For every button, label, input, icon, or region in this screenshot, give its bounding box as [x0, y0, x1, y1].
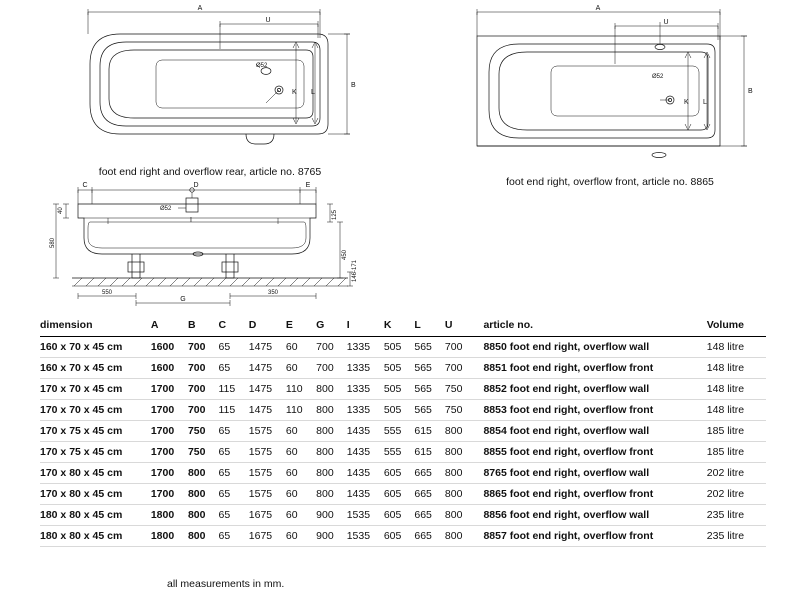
- cell-L: 665: [414, 505, 445, 526]
- table-row: [40, 442, 766, 463]
- cell-C: 115: [219, 400, 249, 421]
- cell-A: 1700: [151, 421, 188, 442]
- cell-L: 565: [414, 358, 445, 379]
- cell-A: 1600: [151, 337, 188, 358]
- cell-D: 1475: [249, 400, 286, 421]
- table-row: [40, 463, 766, 484]
- cell-K: 505: [384, 379, 415, 400]
- cell-K: 505: [384, 358, 415, 379]
- cell-D: 1575: [249, 463, 286, 484]
- label-B: B: [351, 82, 356, 89]
- cell-article: 8850 foot end right, overflow wall: [475, 337, 706, 358]
- label-C: C: [82, 182, 88, 189]
- cell-I: 1335: [347, 337, 384, 358]
- cell-I: 1335: [347, 400, 384, 421]
- label-A: A: [197, 5, 203, 12]
- cell-B: 700: [188, 379, 219, 400]
- cell-D: 1475: [249, 337, 286, 358]
- figure-top-left: [60, 4, 360, 178]
- cell-E: 60: [286, 484, 316, 505]
- cell-I: 1335: [347, 379, 384, 400]
- label-right-top: 125: [332, 209, 338, 220]
- cell-C: 65: [219, 421, 249, 442]
- cell-volume: 148 litre: [707, 400, 766, 421]
- label-L: L: [703, 99, 707, 106]
- cell-D: 1675: [249, 526, 286, 547]
- cell-U: 800: [445, 442, 476, 463]
- table-body: [40, 337, 766, 547]
- cell-E: 60: [286, 337, 316, 358]
- label-D: D: [193, 182, 199, 189]
- cell-I: 1435: [347, 463, 384, 484]
- cell-volume: 235 litre: [707, 526, 766, 547]
- label-L: L: [311, 89, 315, 96]
- cell-volume: 202 litre: [707, 463, 766, 484]
- cell-C: 65: [219, 484, 249, 505]
- cell-U: 750: [445, 400, 476, 421]
- label-foot-height: 146-171: [352, 259, 358, 282]
- cell-article: 8856 foot end right, overflow wall: [475, 505, 706, 526]
- cell-article: 8857 foot end right, overflow front: [475, 526, 706, 547]
- cell-article: 8855 foot end right, overflow front: [475, 442, 706, 463]
- cell-E: 60: [286, 526, 316, 547]
- cell-U: 700: [445, 337, 476, 358]
- cell-G: 900: [316, 526, 347, 547]
- label-foot-left: 550: [101, 290, 113, 296]
- cell-D: 1475: [249, 358, 286, 379]
- cell-K: 505: [384, 400, 415, 421]
- cell-C: 65: [219, 505, 249, 526]
- cell-A: 1800: [151, 526, 188, 547]
- col-L: L: [414, 315, 445, 337]
- cell-U: 800: [445, 526, 476, 547]
- cell-G: 900: [316, 505, 347, 526]
- table-row: [40, 400, 766, 421]
- cell-C: 65: [219, 337, 249, 358]
- cell-B: 800: [188, 526, 219, 547]
- label-E: E: [305, 182, 311, 189]
- cell-L: 565: [414, 400, 445, 421]
- table-row: [40, 505, 766, 526]
- cell-E: 110: [286, 400, 316, 421]
- cell-article: 8852 foot end right, overflow wall: [475, 379, 706, 400]
- cell-L: 615: [414, 421, 445, 442]
- cell-E: 60: [286, 463, 316, 484]
- cell-B: 700: [188, 337, 219, 358]
- cell-L: 615: [414, 442, 445, 463]
- cell-A: 1700: [151, 484, 188, 505]
- cell-dimension: 170 x 70 x 45 cm: [40, 379, 151, 400]
- cell-A: 1700: [151, 463, 188, 484]
- label-inner-height: 450: [342, 249, 348, 260]
- cell-volume: 235 litre: [707, 505, 766, 526]
- cell-K: 605: [384, 484, 415, 505]
- cell-E: 110: [286, 379, 316, 400]
- dimension-table-wrap: [40, 315, 766, 547]
- cell-I: 1335: [347, 358, 384, 379]
- cell-B: 800: [188, 463, 219, 484]
- cell-K: 555: [384, 421, 415, 442]
- cell-I: 1535: [347, 505, 384, 526]
- cell-G: 800: [316, 379, 347, 400]
- cell-dimension: 160 x 70 x 45 cm: [40, 358, 151, 379]
- cell-article: 8854 foot end right, overflow wall: [475, 421, 706, 442]
- table-row: [40, 337, 766, 358]
- cell-D: 1575: [249, 421, 286, 442]
- label-rim-height: 40: [58, 207, 64, 214]
- cell-I: 1435: [347, 442, 384, 463]
- cell-B: 750: [188, 421, 219, 442]
- cell-E: 60: [286, 505, 316, 526]
- cell-G: 800: [316, 421, 347, 442]
- cell-D: 1475: [249, 379, 286, 400]
- col-dimension: dimension: [40, 315, 151, 337]
- cell-article: 8765 foot end right, overflow wall: [475, 463, 706, 484]
- cell-K: 555: [384, 442, 415, 463]
- cell-G: 800: [316, 463, 347, 484]
- cell-B: 800: [188, 505, 219, 526]
- cell-dimension: 170 x 80 x 45 cm: [40, 463, 151, 484]
- col-U: U: [445, 315, 476, 337]
- cell-A: 1700: [151, 442, 188, 463]
- col-C: C: [219, 315, 249, 337]
- table-header-row: [40, 315, 766, 337]
- cell-B: 750: [188, 442, 219, 463]
- cell-A: 1700: [151, 400, 188, 421]
- label-A: A: [595, 5, 601, 12]
- cell-G: 800: [316, 442, 347, 463]
- cell-volume: 148 litre: [707, 379, 766, 400]
- table-row: [40, 358, 766, 379]
- cell-E: 60: [286, 442, 316, 463]
- cell-L: 565: [414, 337, 445, 358]
- label-overflow-diameter: Ø52: [256, 63, 268, 69]
- cell-K: 605: [384, 463, 415, 484]
- cell-B: 700: [188, 400, 219, 421]
- cell-article: 8851 foot end right, overflow front: [475, 358, 706, 379]
- cell-dimension: 170 x 70 x 45 cm: [40, 400, 151, 421]
- cell-dimension: 180 x 80 x 45 cm: [40, 505, 151, 526]
- cell-D: 1675: [249, 505, 286, 526]
- label-total-height: 580: [50, 237, 56, 248]
- cell-U: 800: [445, 484, 476, 505]
- cell-L: 665: [414, 484, 445, 505]
- label-K: K: [684, 99, 689, 106]
- cell-E: 60: [286, 421, 316, 442]
- label-U: U: [663, 19, 669, 26]
- table-row: [40, 379, 766, 400]
- cell-article: 8865 foot end right, overflow front: [475, 484, 706, 505]
- cell-L: 665: [414, 526, 445, 547]
- table-row: [40, 421, 766, 442]
- cell-C: 65: [219, 463, 249, 484]
- figure-section: [48, 178, 378, 308]
- cell-C: 65: [219, 358, 249, 379]
- cell-A: 1700: [151, 379, 188, 400]
- cell-volume: 148 litre: [707, 337, 766, 358]
- cell-K: 605: [384, 505, 415, 526]
- cell-G: 800: [316, 484, 347, 505]
- label-foot-right: 350: [267, 290, 279, 296]
- cell-C: 65: [219, 442, 249, 463]
- cell-A: 1800: [151, 505, 188, 526]
- label-B: B: [748, 88, 753, 95]
- cell-B: 800: [188, 484, 219, 505]
- cell-I: 1535: [347, 526, 384, 547]
- dimension-table: [40, 315, 766, 547]
- cell-E: 60: [286, 358, 316, 379]
- caption-top-right: foot end right, overflow front, article no. 8865: [506, 176, 714, 188]
- col-E: E: [286, 315, 316, 337]
- cell-volume: 185 litre: [707, 442, 766, 463]
- figure-top-right: [455, 4, 765, 188]
- cell-U: 800: [445, 463, 476, 484]
- cell-K: 605: [384, 526, 415, 547]
- cell-article: 8853 foot end right, overflow front: [475, 400, 706, 421]
- cell-A: 1600: [151, 358, 188, 379]
- cell-U: 800: [445, 421, 476, 442]
- col-volume: Volume: [707, 315, 766, 337]
- cell-G: 800: [316, 400, 347, 421]
- cell-C: 65: [219, 526, 249, 547]
- col-D: D: [249, 315, 286, 337]
- cell-U: 800: [445, 505, 476, 526]
- cell-C: 115: [219, 379, 249, 400]
- table-row: [40, 526, 766, 547]
- label-overflow-diameter: Ø52: [652, 74, 664, 80]
- cell-U: 700: [445, 358, 476, 379]
- cell-L: 665: [414, 463, 445, 484]
- col-I: I: [347, 315, 384, 337]
- cell-L: 565: [414, 379, 445, 400]
- cell-dimension: 180 x 80 x 45 cm: [40, 526, 151, 547]
- cell-volume: 185 litre: [707, 421, 766, 442]
- cell-G: 700: [316, 358, 347, 379]
- cell-dimension: 170 x 75 x 45 cm: [40, 421, 151, 442]
- cell-D: 1575: [249, 484, 286, 505]
- label-K: K: [292, 89, 297, 96]
- cell-dimension: 160 x 70 x 45 cm: [40, 337, 151, 358]
- cell-volume: 148 litre: [707, 358, 766, 379]
- col-K: K: [384, 315, 415, 337]
- cell-dimension: 170 x 80 x 45 cm: [40, 484, 151, 505]
- label-G: G: [180, 296, 186, 303]
- table-row: [40, 484, 766, 505]
- label-U: U: [265, 17, 271, 24]
- cell-K: 505: [384, 337, 415, 358]
- col-article-no: article no.: [475, 315, 706, 337]
- label-I: I: [190, 217, 192, 224]
- cell-I: 1435: [347, 484, 384, 505]
- cell-dimension: 170 x 75 x 45 cm: [40, 442, 151, 463]
- cell-volume: 202 litre: [707, 484, 766, 505]
- cell-I: 1435: [347, 421, 384, 442]
- cell-G: 700: [316, 337, 347, 358]
- cell-U: 750: [445, 379, 476, 400]
- col-G: G: [316, 315, 347, 337]
- col-B: B: [188, 315, 219, 337]
- footnote: all measurements in mm.: [167, 578, 285, 590]
- caption-top-left: foot end right and overflow rear, article no. 8765: [98, 166, 322, 178]
- col-A: A: [151, 315, 188, 337]
- cell-B: 700: [188, 358, 219, 379]
- cell-D: 1575: [249, 442, 286, 463]
- label-overflow-diameter: Ø52: [160, 206, 172, 212]
